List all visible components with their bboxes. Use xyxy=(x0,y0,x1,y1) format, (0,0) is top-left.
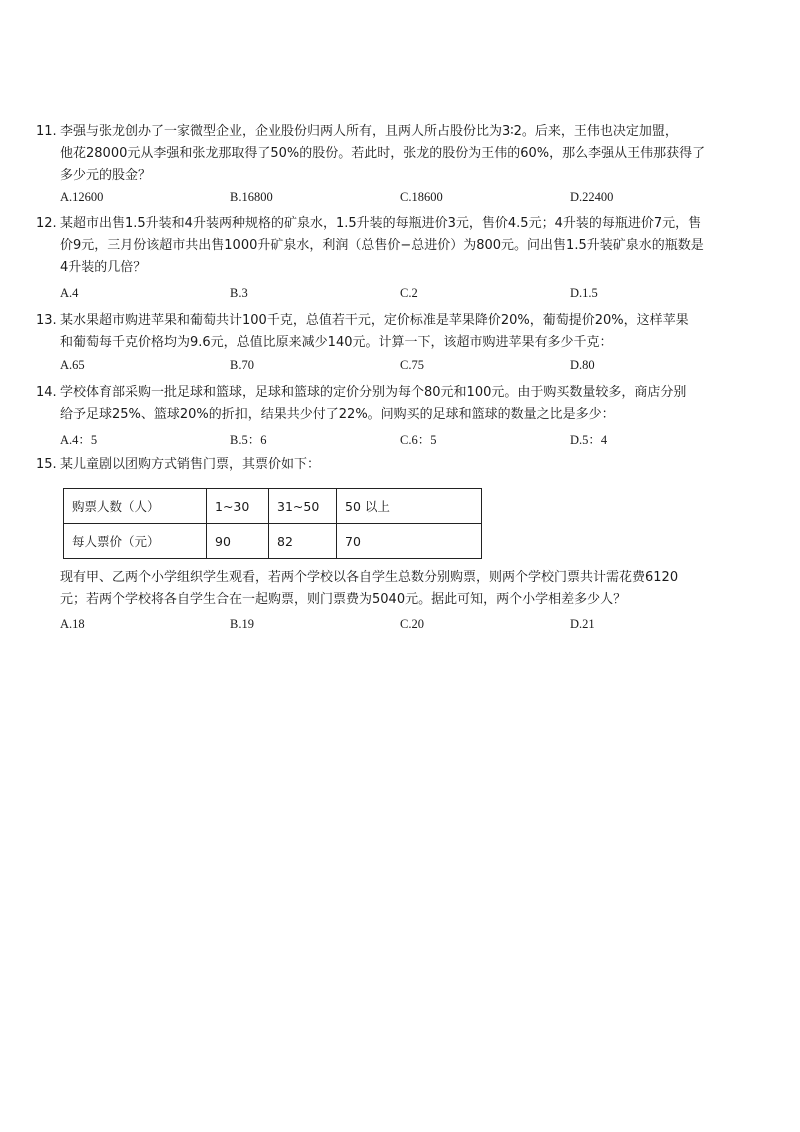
table-row xyxy=(64,524,482,559)
question-text-line: 某水果超市购进苹果和葡萄共计100千克，总值若干元，定价标准是苹果降价20%，葡萄提价20%，这样苹果 xyxy=(60,313,689,328)
option-c[interactable]: C.18600 xyxy=(400,190,443,204)
option-c[interactable]: C.6：5 xyxy=(400,433,437,447)
option-d[interactable]: D.1.5 xyxy=(570,286,598,300)
table-cell: 70 xyxy=(337,524,482,559)
option-b[interactable]: B.5：6 xyxy=(230,433,267,447)
table-row xyxy=(64,489,482,524)
option-d[interactable]: D.21 xyxy=(570,617,595,631)
question-text-line: 他花28000元从李强和张龙那取得了50%的股份。若此时，张龙的股份为王伟的60%，那么李强从王伟那获得了 xyxy=(60,146,706,161)
options-14 xyxy=(60,430,740,450)
table-cell: 31~50 xyxy=(269,489,337,524)
question-text-line: 价9元，三月份该超市共出售1000升矿泉水，利润（总售价−总进价）为800元。问出售1.5升装矿泉水的瓶数是 xyxy=(60,238,704,253)
question-number: 13. xyxy=(36,313,57,328)
question-15 xyxy=(36,454,748,476)
options-11 xyxy=(60,190,740,210)
option-a[interactable]: A.18 xyxy=(60,617,85,631)
option-a[interactable]: A.4：5 xyxy=(60,433,98,447)
option-b[interactable]: B.70 xyxy=(230,358,254,372)
question-text-line: 多少元的股金？ xyxy=(60,168,152,183)
option-c[interactable]: C.2 xyxy=(400,286,418,300)
question-12 xyxy=(36,213,748,279)
table-cell: 50 以上 xyxy=(337,489,482,524)
question-text-line: 某儿童剧以团购方式销售门票，其票价如下： xyxy=(60,457,321,472)
question-number: 11. xyxy=(36,124,57,139)
question-13 xyxy=(36,310,748,354)
question-text-line: 给予足球25%、篮球20%的折扣，结果共少付了22%。问购买的足球和篮球的数量之比是多少： xyxy=(60,407,615,422)
options-13 xyxy=(60,358,740,378)
table-cell: 90 xyxy=(207,524,269,559)
option-c[interactable]: C.20 xyxy=(400,617,424,631)
option-a[interactable]: A.65 xyxy=(60,358,85,372)
option-b[interactable]: B.19 xyxy=(230,617,254,631)
question-text-line: 李强与张龙创办了一家微型企业，企业股份归两人所有，且两人所占股份比为3∶2。后来，王伟也决定加盟， xyxy=(60,124,678,139)
question-14 xyxy=(36,382,748,426)
table-cell: 1~30 xyxy=(207,489,269,524)
question-text-line: 现有甲、乙两个小学组织学生观看，若两个学校以各自学生总数分别购票，则两个学校门票共计需花费6120 xyxy=(60,570,679,585)
options-15 xyxy=(60,617,740,637)
question-11 xyxy=(36,121,748,187)
question-text-line: 某超市出售1.5升装和4升装两种规格的矿泉水，1.5升装的每瓶进价3元，售价4.5元；4升装的每瓶进价7元，售 xyxy=(60,216,702,231)
option-d[interactable]: D.5：4 xyxy=(570,433,608,447)
question-number: 15. xyxy=(36,457,57,472)
option-d[interactable]: D.22400 xyxy=(570,190,614,204)
option-b[interactable]: B.3 xyxy=(230,286,248,300)
question-text-line: 学校体育部采购一批足球和篮球，足球和篮球的定价分别为每个80元和100元。由于购买数量较多，商店分别 xyxy=(60,385,687,400)
ticket-price-table xyxy=(63,488,482,559)
question-number: 12. xyxy=(36,216,57,231)
table-cell: 购票人数（人） xyxy=(64,489,207,524)
question-text-line: 和葡萄每千克价格均为9.6元，总值比原来减少140元。计算一下，该超市购进苹果有多少千克： xyxy=(60,335,613,350)
table-cell: 82 xyxy=(269,524,337,559)
question-number: 14. xyxy=(36,385,57,400)
table-cell: 每人票价（元） xyxy=(64,524,207,559)
option-a[interactable]: A.12600 xyxy=(60,190,104,204)
options-12 xyxy=(60,286,740,306)
question-15-body xyxy=(60,567,750,611)
option-a[interactable]: A.4 xyxy=(60,286,79,300)
option-b[interactable]: B.16800 xyxy=(230,190,273,204)
question-text-line: 4升装的几倍？ xyxy=(60,260,147,275)
option-c[interactable]: C.75 xyxy=(400,358,424,372)
option-d[interactable]: D.80 xyxy=(570,358,595,372)
question-text-line: 元；若两个学校将各自学生合在一起购票，则门票费为5040元。据此可知，两个小学相差多少人？ xyxy=(60,592,627,607)
